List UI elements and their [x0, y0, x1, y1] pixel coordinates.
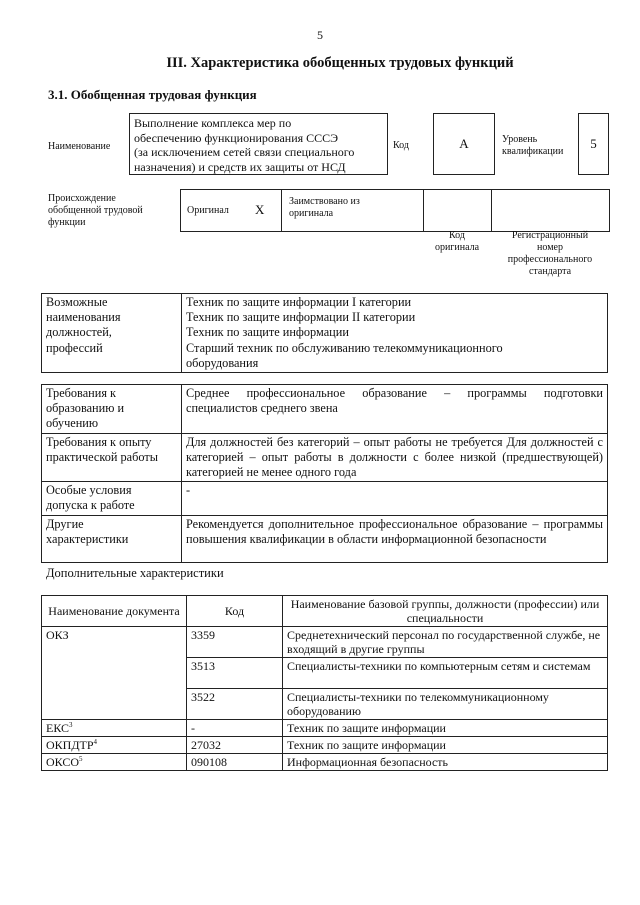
label-line: обучению	[46, 416, 99, 431]
name-cell: Специалисты-техники по телекоммуникационному оборудованию	[283, 689, 608, 720]
name-label: Наименование	[48, 141, 111, 152]
level-label-line: квалификации	[502, 146, 564, 157]
origin-label-line: обобщенной трудовой	[48, 205, 143, 216]
header-code: Код	[187, 596, 283, 627]
doc-eks	[42, 720, 187, 737]
level-label-line: Уровень	[502, 134, 538, 145]
origin-divider	[281, 190, 282, 231]
code-label: Код	[393, 140, 409, 151]
doc-label: ОКСО	[46, 755, 80, 769]
requirement-label	[42, 515, 182, 562]
label-line: характеристики	[46, 531, 129, 546]
original-mark: X	[255, 202, 265, 217]
name-cell: Информационная безопасность	[283, 754, 608, 771]
origin-label-line: Происхождение	[48, 193, 116, 204]
doc-okz: ОКЗ	[42, 627, 187, 720]
requirement-value: Рекомендуется дополнительное профессиональное образование – программы повышения квалификации в области информационной безопасности	[182, 515, 608, 562]
page-number: 5	[317, 28, 323, 42]
caption-line: оригинала	[434, 242, 480, 253]
function-name-line: Выполнение комплекса мер по	[134, 116, 292, 130]
caption-line: стандарта	[528, 266, 572, 277]
additional-title: Дополнительные характеристики	[46, 566, 224, 580]
label-line: профессий	[46, 340, 103, 355]
doc-okso	[42, 754, 187, 771]
origin-divider	[423, 190, 424, 231]
level-label	[502, 134, 563, 158]
table-row	[42, 754, 608, 771]
section-title: III. Характеристика обобщенных трудовых функций	[166, 55, 514, 71]
list-item: Старший техник по обслуживанию телекоммуникационного	[186, 340, 503, 355]
doc-okpdtr	[42, 737, 187, 754]
caption-line: профессионального	[507, 254, 593, 265]
label-line: Возможные	[46, 295, 108, 309]
label-line: Особые условия	[46, 483, 132, 498]
footnote-ref: 3	[69, 721, 73, 729]
table-row	[42, 627, 608, 658]
level-value: 5	[590, 136, 597, 151]
registration-number-caption	[490, 230, 610, 278]
list-item: Техник по защите информации	[186, 325, 349, 340]
code-value-box	[433, 113, 495, 175]
label-line: практической работы	[46, 449, 158, 464]
code-original-caption	[424, 230, 490, 254]
requirement-label	[42, 482, 182, 515]
positions-list	[182, 294, 608, 373]
code-cell: -	[187, 720, 283, 737]
table-header-row	[42, 596, 608, 627]
name-cell: Среднетехнический персонал по государственной службе, не входящий в другие группы	[283, 627, 608, 658]
requirement-value: -	[182, 482, 608, 515]
name-cell: Специалисты-техники по компьютерным сетям и системам	[283, 658, 608, 689]
borrowed-label	[289, 196, 360, 220]
table-row	[42, 720, 608, 737]
function-name-line: (за исключением сетей связи специального	[134, 145, 355, 159]
table-row	[42, 385, 608, 434]
origin-box	[180, 189, 610, 232]
footnote-ref: 4	[93, 738, 98, 746]
code-value: А	[459, 136, 469, 151]
table-row	[42, 294, 608, 373]
list-item: оборудования	[186, 355, 259, 370]
requirement-value: Среднее профессиональное образование – программы подготовки специалистов среднего звена	[182, 385, 608, 434]
list-item: Техник по защите информации I категории	[186, 295, 412, 309]
code-cell: 3513	[187, 658, 283, 689]
borrowed-label-line: Заимствовано из	[289, 196, 360, 207]
function-name-box	[129, 113, 388, 175]
origin-divider	[491, 190, 492, 231]
label-line: образованию и	[46, 401, 125, 416]
function-name-line: обеспечению функционирования СССЭ	[134, 130, 339, 145]
label-line: Требования к опыту	[46, 434, 152, 449]
positions-table	[41, 293, 608, 373]
table-row	[42, 737, 608, 754]
doc-label: ЕКС	[46, 721, 70, 735]
original-label: Оригинал	[187, 205, 229, 216]
label-line: допуска к работе	[46, 498, 135, 513]
level-value-box	[578, 113, 609, 175]
requirements-table	[41, 384, 608, 563]
header-document: Наименование документа	[42, 596, 187, 627]
requirement-label	[42, 385, 182, 434]
caption-line: номер	[537, 242, 563, 253]
label-line: должностей,	[46, 325, 112, 340]
label-line: Требования к	[46, 386, 117, 400]
footnote-ref: 5	[79, 755, 83, 763]
borrowed-label-line: оригинала	[289, 208, 334, 219]
header-name: Наименование базовой группы, должности (профессии) или специальности	[283, 596, 608, 627]
origin-label-line: функции	[48, 217, 86, 228]
requirement-value: Для должностей без категорий – опыт работы не требуется Для должностей с категорией – опыт работы в должности с более низкой (предшествующей) категорией не менее одного года	[182, 433, 608, 482]
caption-line: Регистрационный	[511, 230, 589, 241]
code-cell: 3522	[187, 689, 283, 720]
caption-line: Код	[449, 230, 465, 241]
table-row	[42, 515, 608, 562]
subsection-title: 3.1. Обобщенная трудовая функция	[48, 87, 257, 102]
name-cell: Техник по защите информации	[283, 720, 608, 737]
name-cell: Техник по защите информации	[283, 737, 608, 754]
table-row	[42, 433, 608, 482]
additional-table	[41, 595, 608, 771]
list-item: Техник по защите информации II категории	[186, 310, 416, 325]
doc-label: ОКПДТР	[46, 738, 94, 752]
code-cell: 090108	[187, 754, 283, 771]
requirement-label	[42, 433, 182, 482]
table-row	[42, 482, 608, 515]
code-cell: 27032	[187, 737, 283, 754]
positions-label	[42, 294, 182, 373]
origin-label	[48, 193, 143, 229]
label-line: Другие	[46, 516, 84, 531]
label-line: наименования	[46, 310, 121, 325]
function-name-line: назначения) и средств их защиты от НСД	[134, 159, 346, 174]
code-cell: 3359	[187, 627, 283, 658]
